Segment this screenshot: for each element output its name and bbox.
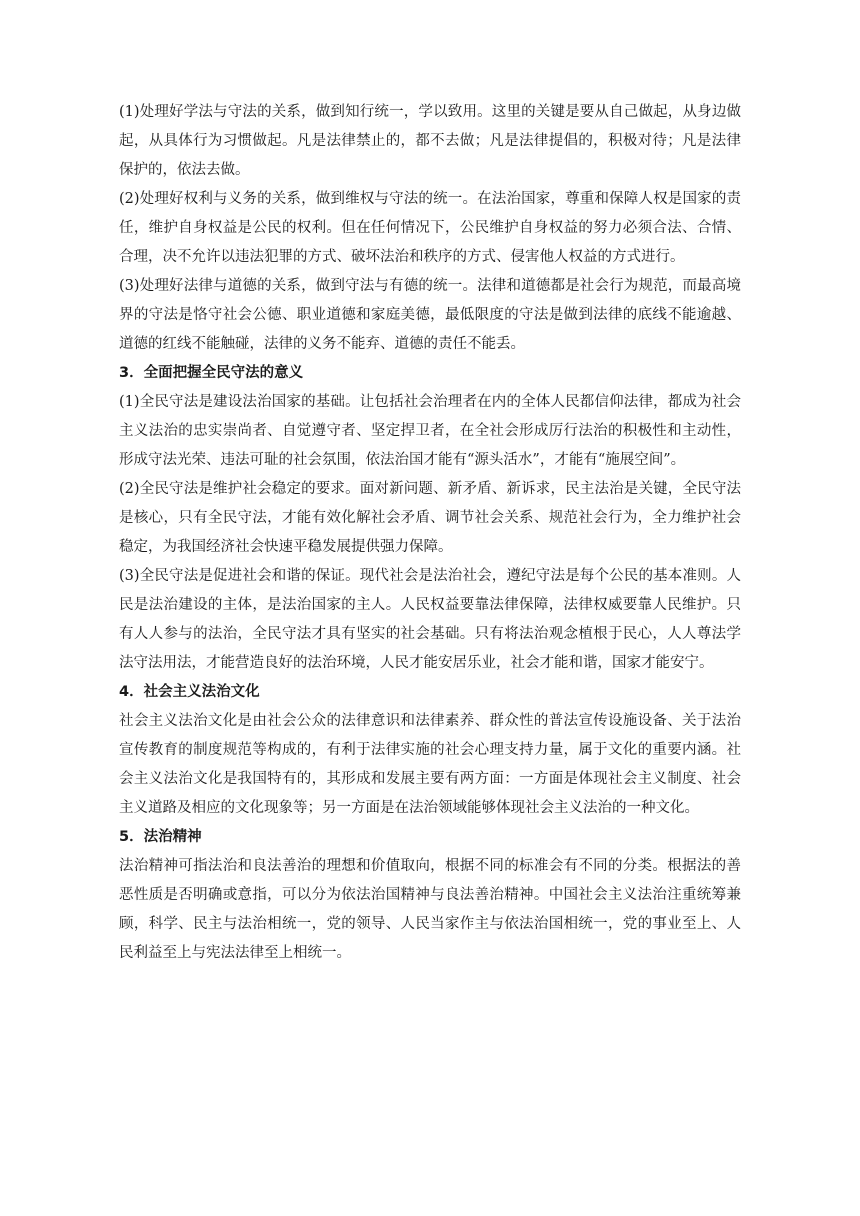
paragraph-social-harmony: (3)全民守法是促进社会和谐的保证。现代社会是法治社会，遵纪守法是每个公民的基本准则。人民是法治建设的主体，是法治国家的主人。人民权益要靠法律保障，法律权威要靠人民维护。只有人人参与的法治，全民守法才具有坚实的社会基础。只有将法治观念植根于民心，人人尊法学法守法用法，才能营造良好的法治环境，人民才能安居乐业，社会才能和谐，国家才能安宁。: [119, 568, 741, 671]
paragraph-social-stability: (2)全民守法是维护社会稳定的要求。面对新问题、新矛盾、新诉求，民主法治是关键，全民守法是核心，只有全民守法，才能有效化解社会矛盾、调节社会关系、规范社会行为，全力维护社会稳定，为我国经济社会快速平稳发展提供强力保障。: [119, 481, 741, 555]
document-page: [119, 98, 741, 968]
paragraph-law-and-morality: (3)处理好法律与道德的关系，做到守法与有德的统一。法律和道德都是社会行为规范，而最高境界的守法是恪守社会公德、职业道德和家庭美德，最低限度的守法是做到法律的底线不能逾越、道德的红线不能触碰，法律的义务不能弃、道德的责任不能丢。: [119, 278, 741, 352]
paragraph-rule-of-law-culture: 社会主义法治文化是由社会公众的法律意识和法律素养、群众性的普法宣传设施设备、关于法治宣传教育的制度规范等构成的，有利于法律实施的社会心理支持力量，属于文化的重要内涵。社会主义法治文化是我国特有的，其形成和发展主要有两方面：一方面是体现社会主义制度、社会主义道路及相应的文化现象等；另一方面是在法治领域能够体现社会主义法治的一种文化。: [119, 713, 741, 816]
paragraph-rights-and-duties: (2)处理好权利与义务的关系，做到维权与守法的统一。在法治国家，尊重和保障人权是国家的责任，维护自身权益是公民的权利。但在任何情况下，公民维护自身权益的努力必须合法、合情、合理，决不允许以违法犯罪的方式、破坏法治和秩序的方式、侵害他人权益的方式进行。: [119, 191, 741, 265]
paragraph-rule-of-law-spirit: 法治精神可指法治和良法善治的理想和价值取向，根据不同的标准会有不同的分类。根据法的善恶性质是否明确或意指，可以分为依法治国精神与良法善治精神。中国社会主义法治注重统筹兼顾，科学、民主与法治相统一，党的领导、人民当家作主与依法治国相统一，党的事业至上、人民利益至上与宪法法律至上相统一。: [119, 858, 741, 961]
paragraph-foundation-of-rule-of-law: (1)全民守法是建设法治国家的基础。让包括社会治理者在内的全体人民都信仰法律，都成为社会主义法治的忠实崇尚者、自觉遵守者、坚定捍卫者，在全社会形成厉行法治的积极性和主动性，形成守法光荣、违法可耻的社会氛围，依法治国才能有“源头活水”，才能有“施展空间”。: [119, 394, 741, 468]
paragraph-study-and-obey-law: (1)处理好学法与守法的关系，做到知行统一，学以致用。这里的关键是要从自己做起，从身边做起，从具体行为习惯做起。凡是法律禁止的，都不去做；凡是法律提倡的，积极对待；凡是法律保护的，依法去做。: [119, 104, 741, 178]
heading-significance-of-law-abiding: 3．全面把握全民守法的意义: [119, 365, 304, 381]
heading-socialist-rule-of-law-culture: 4．社会主义法治文化: [119, 684, 260, 700]
heading-rule-of-law-spirit: 5．法治精神: [119, 829, 202, 845]
